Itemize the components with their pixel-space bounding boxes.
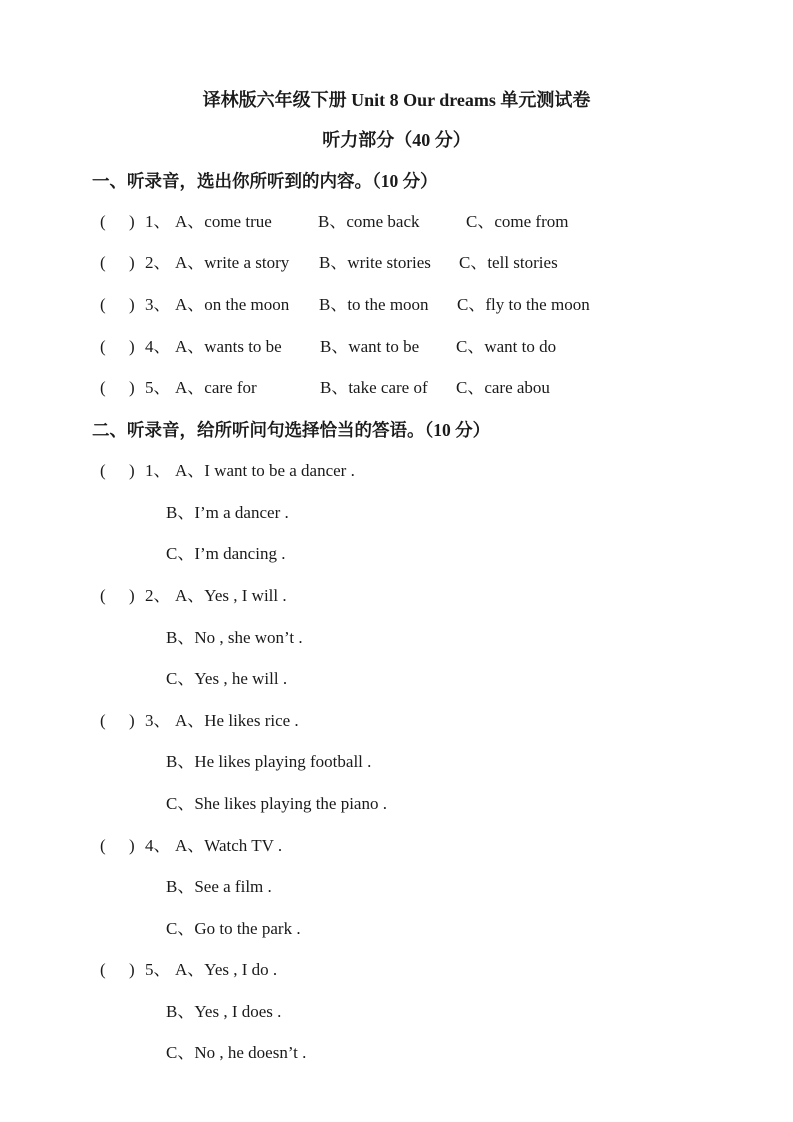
- question-number: 4、: [145, 836, 171, 855]
- option-a: A、Yes , I do .: [175, 960, 278, 979]
- answer-paren-right: ): [129, 295, 135, 314]
- option-b: B、He likes playing football .: [166, 752, 372, 771]
- question-number: 5、: [145, 378, 171, 397]
- option-a: A、Watch TV .: [175, 836, 283, 855]
- answer-paren-left: (: [100, 378, 106, 397]
- option-a: A、write a story: [175, 253, 290, 272]
- option-a: A、wants to be: [175, 337, 282, 356]
- question-row: [100, 210, 620, 234]
- answer-paren-right: ): [129, 253, 135, 272]
- answer-paren-left: (: [100, 253, 106, 272]
- answer-paren-right: ): [129, 461, 135, 480]
- question-row: [100, 834, 500, 858]
- question-number: 2、: [145, 586, 171, 605]
- option-b: B、to the moon: [319, 295, 429, 314]
- option-a: A、Yes , I will .: [175, 586, 287, 605]
- option-a: A、He likes rice .: [175, 711, 299, 730]
- question-row: [100, 293, 620, 317]
- option-b: B、come back: [318, 212, 420, 231]
- question-number: 1、: [145, 212, 171, 231]
- option-c: C、She likes playing the piano .: [166, 794, 387, 813]
- question-number: 5、: [145, 960, 171, 979]
- question-row: [100, 584, 500, 608]
- answer-paren-right: ): [129, 960, 135, 979]
- answer-paren-right: ): [129, 836, 135, 855]
- answer-paren-right: ): [129, 586, 135, 605]
- question-row: [100, 958, 500, 982]
- option-c: C、care abou: [456, 378, 550, 397]
- option-a: A、I want to be a dancer .: [175, 461, 355, 480]
- option-a: A、on the moon: [175, 295, 290, 314]
- answer-paren-left: (: [100, 461, 106, 480]
- question-row: [100, 709, 500, 733]
- option-b: B、write stories: [319, 253, 431, 272]
- question-number: 2、: [145, 253, 171, 272]
- answer-paren-right: ): [129, 711, 135, 730]
- answer-paren-right: ): [129, 212, 135, 231]
- answer-paren-left: (: [100, 295, 106, 314]
- answer-paren-left: (: [100, 586, 106, 605]
- answer-paren-left: (: [100, 711, 106, 730]
- option-b: B、See a film .: [166, 877, 272, 896]
- option-c: C、Yes , he will .: [166, 669, 288, 688]
- question-number: 3、: [145, 295, 171, 314]
- option-b: B、want to be: [320, 337, 420, 356]
- option-b: B、Yes , I does .: [166, 1002, 282, 1021]
- option-c: C、fly to the moon: [457, 295, 590, 314]
- option-b: B、No , she won’t .: [166, 628, 303, 647]
- question-row: [100, 459, 500, 483]
- section1-heading: 一、听录音，选出你所听到的内容。（10 分）: [92, 171, 438, 191]
- option-c: C、No , he doesn’t .: [166, 1043, 307, 1062]
- option-a: A、come true: [175, 212, 272, 231]
- answer-paren-left: (: [100, 960, 106, 979]
- option-c: C、tell stories: [459, 253, 558, 272]
- option-c: C、I’m dancing .: [166, 544, 286, 563]
- answer-paren-left: (: [100, 836, 106, 855]
- question-row: [100, 251, 620, 275]
- option-c: C、want to do: [456, 337, 557, 356]
- option-a: A、care for: [175, 378, 257, 397]
- option-c: C、Go to the park .: [166, 919, 301, 938]
- question-row: [100, 335, 620, 359]
- answer-paren-left: (: [100, 337, 106, 356]
- question-number: 3、: [145, 711, 171, 730]
- answer-paren-right: ): [129, 378, 135, 397]
- page-title: 译林版六年级下册 Unit 8 Our dreams 单元测试卷: [202, 90, 591, 110]
- question-row: [100, 376, 620, 400]
- answer-paren-left: (: [100, 212, 106, 231]
- option-b: B、I’m a dancer .: [166, 503, 289, 522]
- option-c: C、come from: [466, 212, 569, 231]
- section-subtitle: 听力部分（40 分）: [322, 130, 471, 150]
- question-number: 4、: [145, 337, 171, 356]
- question-number: 1、: [145, 461, 171, 480]
- answer-paren-right: ): [129, 337, 135, 356]
- option-b: B、take care of: [320, 378, 428, 397]
- section2-heading: 二、听录音，给所听问句选择恰当的答语。（10 分）: [92, 420, 491, 440]
